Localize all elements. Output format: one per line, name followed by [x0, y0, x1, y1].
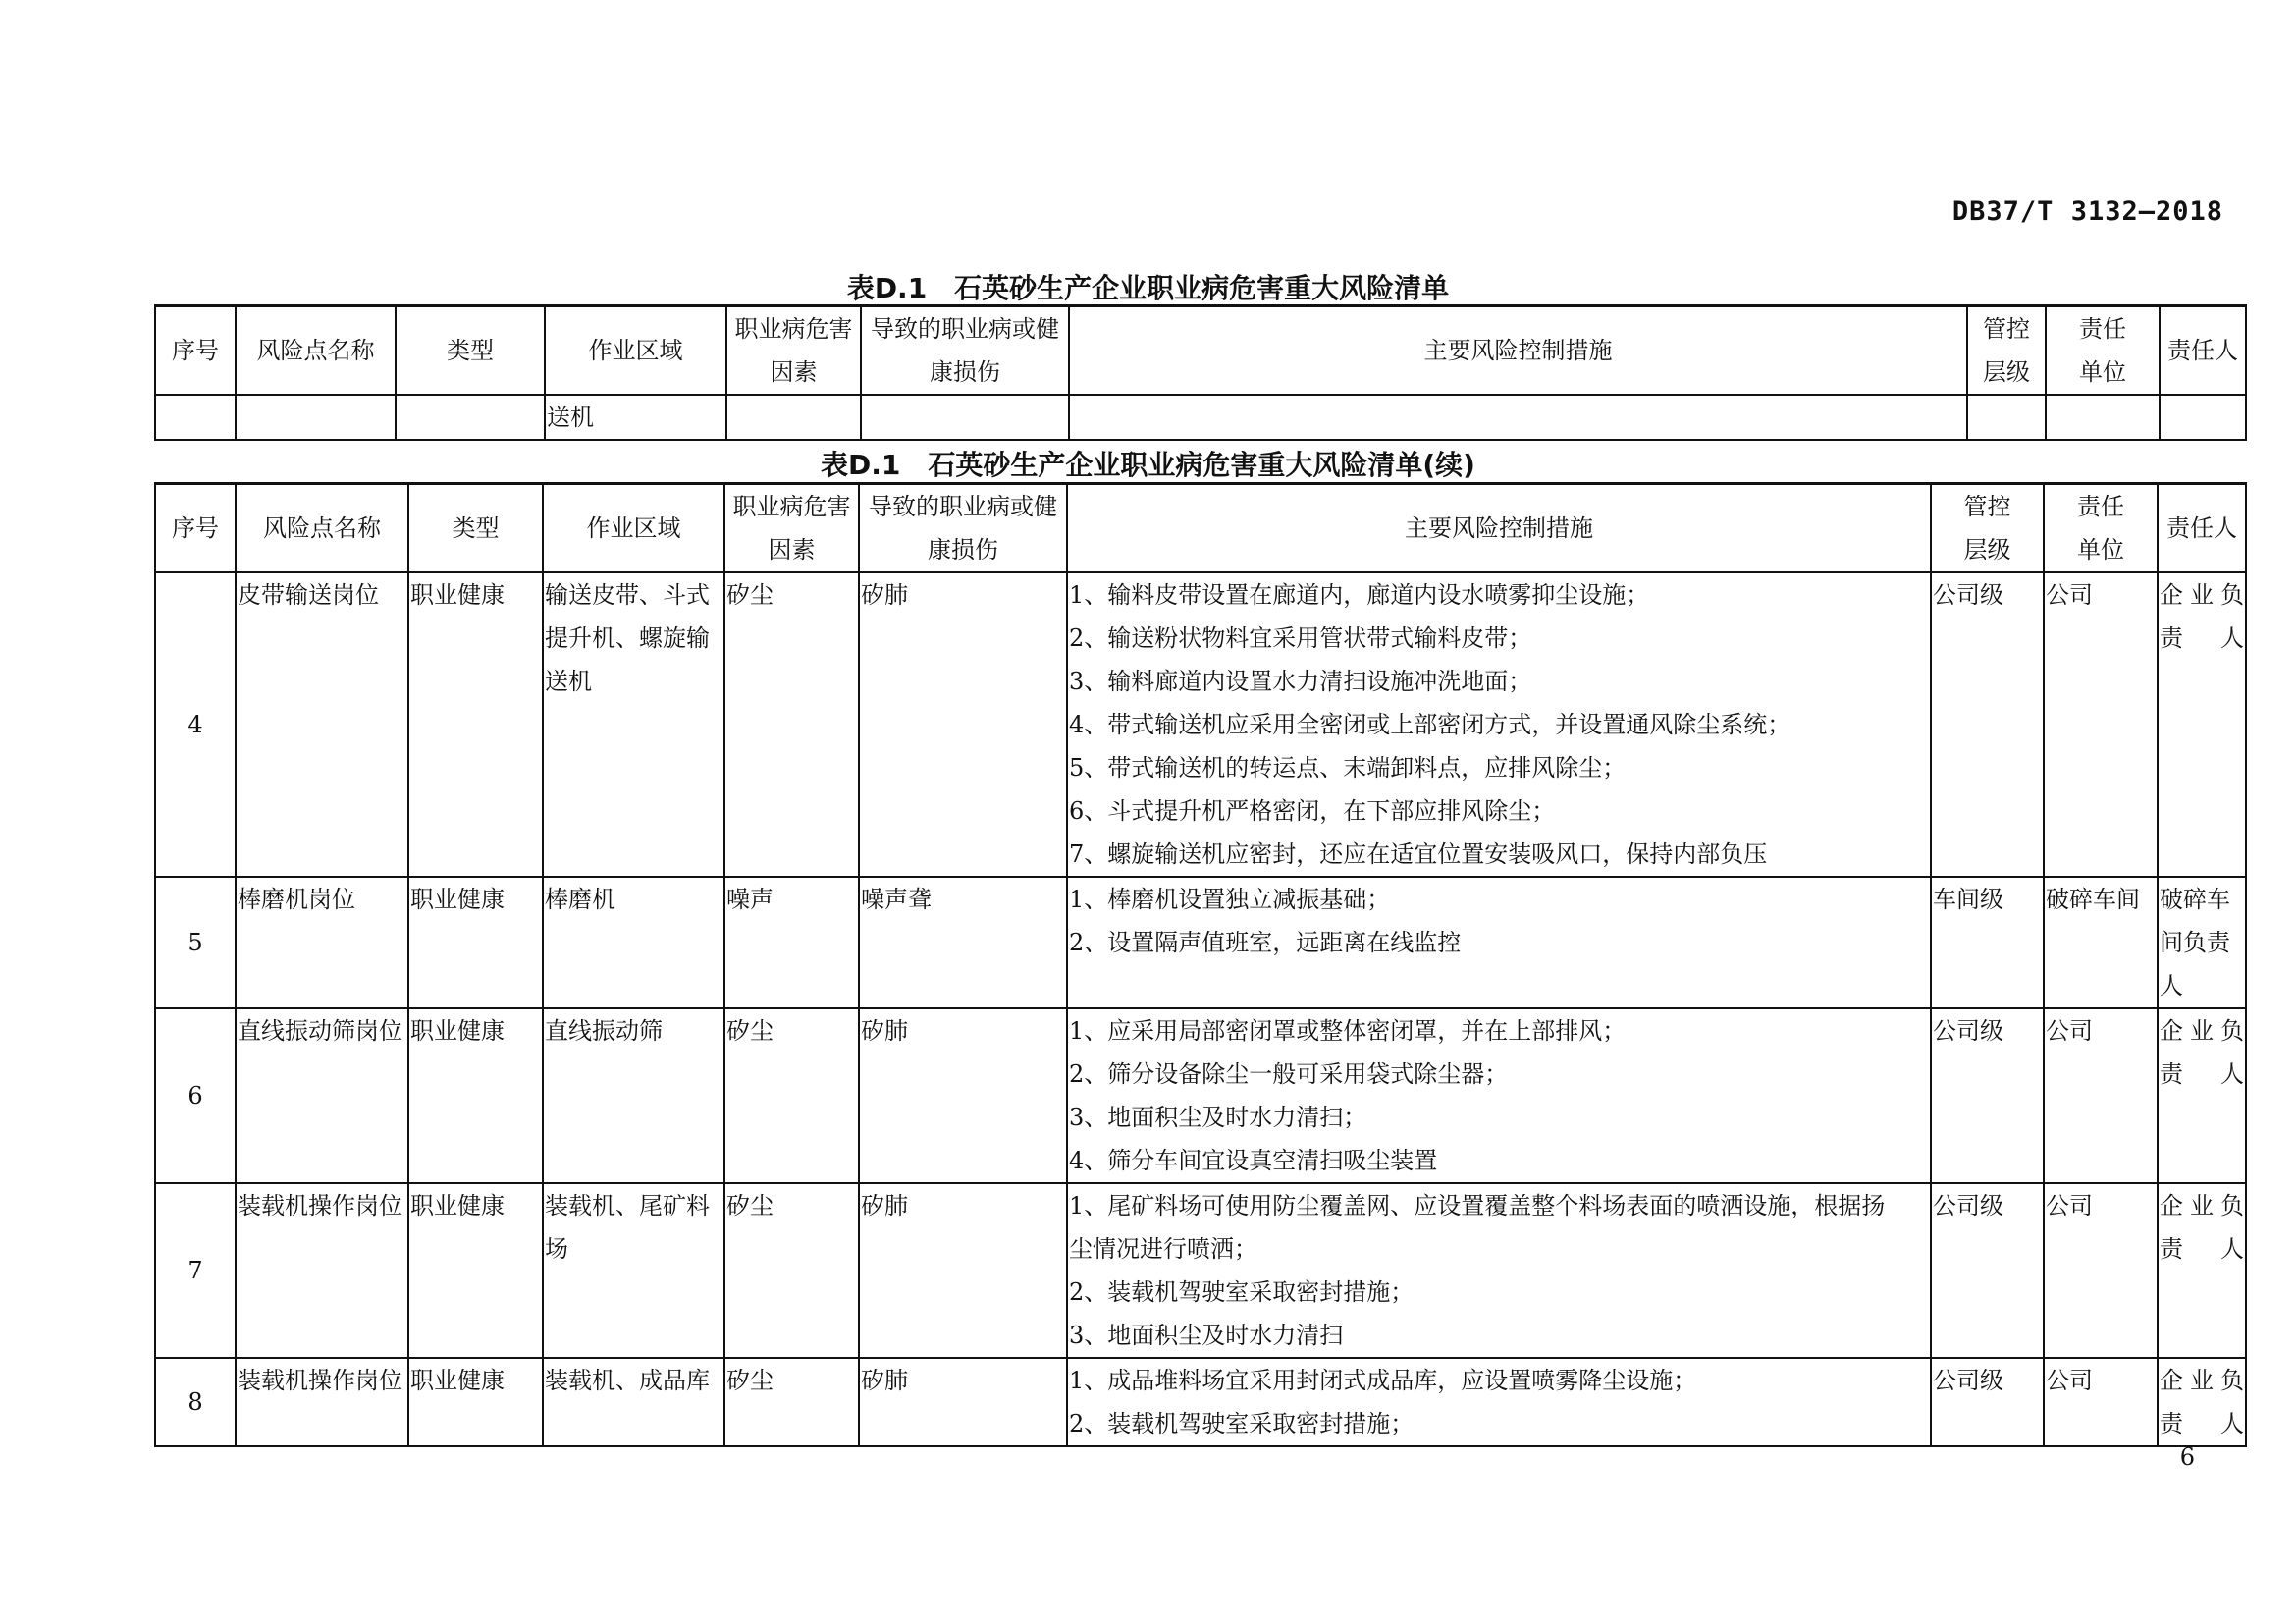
cell-work-area: 装载机、尾矿料场	[543, 1183, 724, 1358]
header-level	[1931, 484, 2044, 573]
measure-line: 7、螺旋输送机应密封，还应在适宜位置安装吸风口，保持内部负压	[1069, 840, 1768, 868]
measure-line: 6、斗式提升机严格密闭，在下部应排风除尘；	[1069, 797, 1556, 825]
cell-type: 职业健康	[408, 877, 543, 1008]
measure-line: 5、带式输送机的转运点、末端卸料点，应排风除尘；	[1069, 754, 1627, 782]
cell-risk-name: 直线振动筛岗位	[236, 1008, 408, 1183]
header-hazard-factor	[726, 306, 861, 396]
header-person: 责任人	[2158, 484, 2246, 573]
page-number: 6	[2179, 1443, 2195, 1471]
cell-measures	[1067, 1358, 1931, 1446]
header-disease	[859, 484, 1067, 573]
cell-risk-name	[236, 395, 396, 440]
cell-work-area: 送机	[545, 395, 726, 440]
table-row	[155, 572, 2246, 877]
cell-work-area: 直线振动筛	[543, 1008, 724, 1183]
header-text: 管控	[1983, 315, 2030, 343]
cell-work-area: 装载机、成品库	[543, 1358, 724, 1446]
header-type: 类型	[408, 484, 543, 573]
measure-line: 4、筛分车间宜设真空清扫吸尘装置	[1069, 1147, 1438, 1174]
cell-person: 破碎车间负责人	[2158, 877, 2246, 1008]
cell-seq	[155, 395, 236, 440]
risk-table-part-2	[154, 482, 2247, 1447]
cell-work-area: 输送皮带、斗式提升机、螺旋输送机	[543, 572, 724, 877]
header-risk-name: 风险点名称	[236, 484, 408, 573]
cell-measures	[1067, 572, 1931, 877]
header-text: 管控	[1963, 493, 2011, 520]
cell-type: 职业健康	[408, 1358, 543, 1446]
cell-type: 职业健康	[408, 1008, 543, 1183]
table-row	[155, 877, 2246, 1008]
cell-level: 公司级	[1931, 1008, 2044, 1183]
cell-seq: 4	[155, 572, 236, 877]
measure-line: 3、地面积尘及时水力清扫；	[1069, 1104, 1367, 1131]
header-text: 责任	[2079, 315, 2126, 343]
cell-measures	[1067, 877, 1931, 1008]
measure-line: 3、地面积尘及时水力清扫	[1069, 1322, 1344, 1349]
header-level	[1967, 306, 2046, 396]
cell-seq: 5	[155, 877, 236, 1008]
cell-unit: 公司	[2044, 572, 2158, 877]
cell-level	[1967, 395, 2046, 440]
measure-line: 1、应采用局部密闭罩或整体密闭罩，并在上部排风；	[1069, 1017, 1627, 1045]
header-type: 类型	[396, 306, 545, 396]
cell-person: 企业负责人	[2158, 572, 2246, 877]
header-text: 单位	[2077, 536, 2124, 564]
cell-measures	[1067, 1008, 1931, 1183]
cell-person: 企业负责人	[2158, 1183, 2246, 1358]
cell-seq: 6	[155, 1008, 236, 1183]
measure-line: 2、筛分设备除尘一般可采用袋式除尘器；	[1069, 1060, 1509, 1088]
cell-unit: 公司	[2044, 1008, 2158, 1183]
table-title-continued: 表D.1 石英砂生产企业职业病危害重大风险清单(续)	[821, 449, 1475, 481]
cell-type	[396, 395, 545, 440]
cell-disease	[861, 395, 1069, 440]
header-text: 因素	[770, 358, 818, 386]
cell-risk-name: 棒磨机岗位	[236, 877, 408, 1008]
cell-seq: 7	[155, 1183, 236, 1358]
header-text: 因素	[768, 536, 816, 564]
header-risk-name: 风险点名称	[236, 306, 396, 396]
cell-person: 企业负责人	[2158, 1008, 2246, 1183]
cell-person	[2160, 395, 2246, 440]
header-seq: 序号	[155, 306, 236, 396]
cell-level: 公司级	[1931, 1183, 2044, 1358]
measure-line: 2、输送粉状物料宜采用管状带式输料皮带；	[1069, 624, 1532, 652]
cell-hazard-factor: 矽尘	[724, 572, 859, 877]
risk-table-part-1	[154, 304, 2247, 441]
table-row	[155, 1183, 2246, 1358]
cell-disease: 矽肺	[859, 1358, 1067, 1446]
header-text: 导致的职业病或健	[869, 493, 1057, 520]
measure-line: 2、装载机驾驶室采取密封措施；	[1069, 1278, 1415, 1306]
measure-line: 1、尾矿料场可使用防尘覆盖网、应设置覆盖整个料场表面的喷洒设施，根据扬	[1069, 1192, 1886, 1219]
measure-line: 2、装载机驾驶室采取密封措施；	[1069, 1410, 1415, 1437]
measure-line: 1、成品堆料场宜采用封闭式成品库，应设置喷雾降尘设施；	[1069, 1367, 1697, 1394]
header-unit	[2044, 484, 2158, 573]
header-text: 导致的职业病或健	[871, 315, 1059, 343]
header-work-area: 作业区域	[543, 484, 724, 573]
cell-disease: 矽肺	[859, 1183, 1067, 1358]
cell-type: 职业健康	[408, 1183, 543, 1358]
cell-disease: 矽肺	[859, 1008, 1067, 1183]
cell-unit	[2046, 395, 2160, 440]
header-measures: 主要风险控制措施	[1069, 306, 1967, 396]
cell-hazard-factor: 矽尘	[724, 1183, 859, 1358]
cell-hazard-factor: 矽尘	[724, 1358, 859, 1446]
cell-measures	[1067, 1183, 1931, 1358]
table-row	[155, 395, 2246, 440]
cell-hazard-factor: 矽尘	[724, 1008, 859, 1183]
header-text: 单位	[2079, 358, 2126, 386]
cell-seq: 8	[155, 1358, 236, 1446]
cell-risk-name: 装载机操作岗位	[236, 1358, 408, 1446]
table-title: 表D.1 石英砂生产企业职业病危害重大风险清单	[846, 272, 1450, 304]
header-unit	[2046, 306, 2160, 396]
measure-line: 1、棒磨机设置独立减振基础；	[1069, 886, 1391, 913]
cell-unit: 破碎车间	[2044, 877, 2158, 1008]
cell-hazard-factor: 噪声	[724, 877, 859, 1008]
header-seq: 序号	[155, 484, 236, 573]
cell-unit: 公司	[2044, 1183, 2158, 1358]
table-row	[155, 1358, 2246, 1446]
cell-risk-name: 皮带输送岗位	[236, 572, 408, 877]
cell-unit: 公司	[2044, 1358, 2158, 1446]
cell-level: 车间级	[1931, 877, 2044, 1008]
cell-work-area: 棒磨机	[543, 877, 724, 1008]
cell-disease: 矽肺	[859, 572, 1067, 877]
cell-hazard-factor	[726, 395, 861, 440]
header-text: 职业病危害	[734, 315, 853, 343]
measure-line: 2、设置隔声值班室，远距离在线监控	[1069, 929, 1462, 956]
cell-person: 企业负责人	[2158, 1358, 2246, 1446]
header-text: 职业病危害	[732, 493, 851, 520]
cell-disease: 噪声聋	[859, 877, 1067, 1008]
cell-level: 公司级	[1931, 572, 2044, 877]
header-text: 康损伤	[928, 536, 998, 564]
cell-measures	[1069, 395, 1967, 440]
cell-level: 公司级	[1931, 1358, 2044, 1446]
header-work-area: 作业区域	[545, 306, 726, 396]
measure-line: 3、输料廊道内设置水力清扫设施冲洗地面；	[1069, 668, 1532, 695]
header-text: 康损伤	[930, 358, 1000, 386]
header-text: 责任	[2077, 493, 2124, 520]
measure-line: 4、带式输送机应采用全密闭或上部密闭方式，并设置通风除尘系统；	[1069, 711, 1791, 738]
measure-line: 尘情况进行喷洒；	[1069, 1235, 1257, 1263]
header-text: 层级	[1983, 358, 2030, 386]
table-row	[155, 1008, 2246, 1183]
header-hazard-factor	[724, 484, 859, 573]
header-person: 责任人	[2160, 306, 2246, 396]
cell-type: 职业健康	[408, 572, 543, 877]
header-disease	[861, 306, 1069, 396]
measure-line: 1、输料皮带设置在廊道内，廊道内设水喷雾抑尘设施；	[1069, 581, 1650, 609]
standard-code: DB37/T 3132—2018	[1951, 196, 2223, 227]
cell-risk-name: 装载机操作岗位	[236, 1183, 408, 1358]
header-measures: 主要风险控制措施	[1067, 484, 1931, 573]
header-text: 层级	[1963, 536, 2011, 564]
